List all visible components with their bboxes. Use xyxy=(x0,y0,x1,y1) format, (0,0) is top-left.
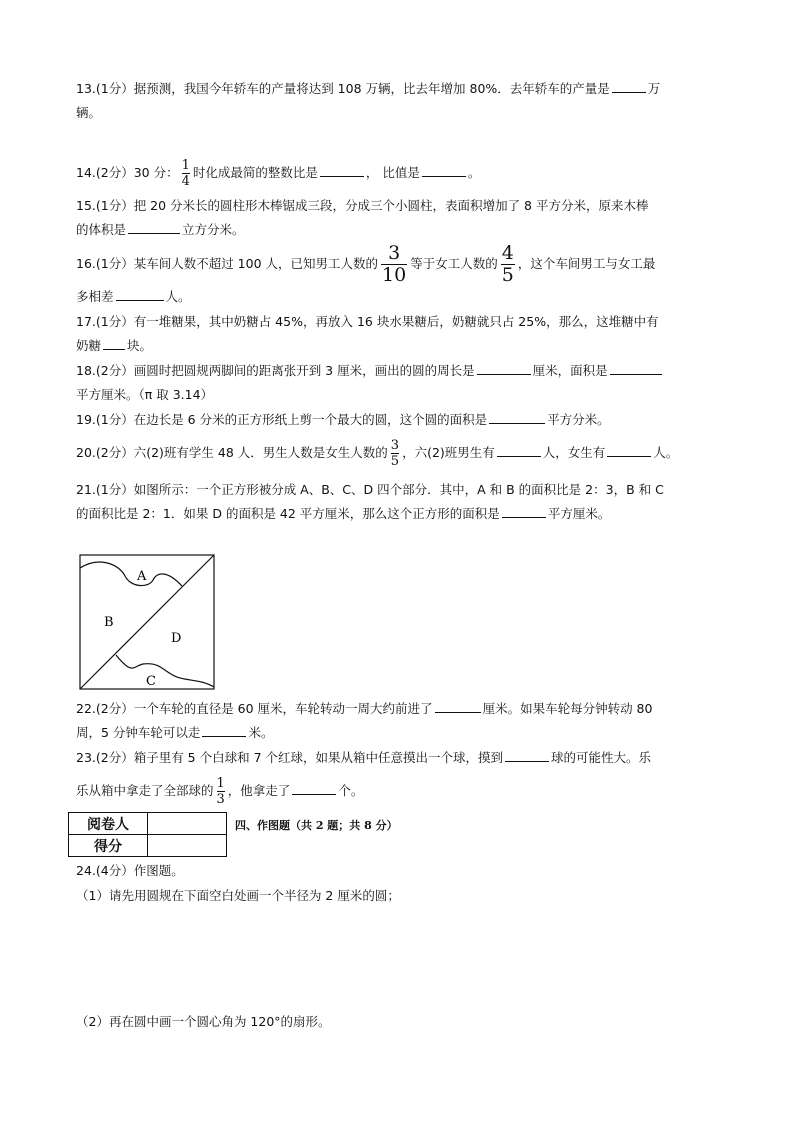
q14-text2: 时化成最简的整数比是 xyxy=(192,165,318,180)
q13-line1 xyxy=(76,80,660,98)
q23-blank-count[interactable] xyxy=(292,782,336,795)
q20-blank-girls[interactable] xyxy=(607,444,651,457)
q24-part1-text: （1）请先用圆规在下面空白处画一个半径为 2 厘米的圆； xyxy=(76,888,400,903)
q20-fraction xyxy=(391,439,399,468)
q21-line1 xyxy=(76,481,664,499)
q17-blank[interactable] xyxy=(103,337,125,350)
region-label-d: D xyxy=(171,631,182,646)
q19-text: 19.(1分）在边长是 6 分米的正方形纸上剪一个最大的圆，这个圆的面积是 xyxy=(76,412,488,427)
q21-line2 xyxy=(76,505,610,523)
q15-line2 xyxy=(76,221,245,239)
q16-line2 xyxy=(76,288,191,306)
q22-text4: 米。 xyxy=(248,725,274,740)
q20-frac-num: 3 xyxy=(390,438,400,453)
q23-text5: 个。 xyxy=(338,783,364,798)
q14-frac-num: 1 xyxy=(181,158,190,173)
q18-line1 xyxy=(76,362,664,380)
q18-text2: 厘米，面积是 xyxy=(532,363,608,378)
q13-unit: 万 xyxy=(647,81,661,96)
q18-line2 xyxy=(76,386,213,404)
q16-text: 16.(1分）某车间人数不超过 100 人，已知男工人数的 xyxy=(76,256,379,271)
region-label-c: C xyxy=(146,674,156,689)
q22-line2 xyxy=(76,724,273,742)
score-table-row-score xyxy=(69,835,227,857)
q14-text: 14.(2分）30 分： xyxy=(76,165,179,180)
q22-text: 22.(2分）一个车轮的直径是 60 厘米，车轮转动一周大约前进了 xyxy=(76,701,433,716)
q16-fraction-2 xyxy=(501,244,515,285)
q20-text: 20.(2分）六(2)班有学生 48 人．男生人数是女生人数的 xyxy=(76,445,388,460)
q23-text4: ，他拿走了 xyxy=(227,783,291,798)
q23-text2: 球的可能性大。乐 xyxy=(551,750,652,765)
q18-text: 18.(2分）画圆时把圆规两脚间的距离张开到 3 厘米，画出的圆的周长是 xyxy=(76,363,475,378)
q17-text3: 块。 xyxy=(127,338,153,353)
curve-boundary-a xyxy=(80,562,182,586)
q18-text3: 平方厘米。（π 取 3.14） xyxy=(76,387,214,402)
q23-fraction xyxy=(217,777,225,806)
q16-blank[interactable] xyxy=(116,288,164,301)
q22-text3: 周，5 分钟车轮可以走 xyxy=(76,725,201,740)
q23-frac-den: 3 xyxy=(216,792,225,807)
q16-frac1-num: 3 xyxy=(388,242,401,264)
q18-blank-circumference[interactable] xyxy=(477,362,531,375)
q16-line1 xyxy=(76,244,655,285)
q13-blank[interactable] xyxy=(612,80,646,93)
q19-text2: 平方分米。 xyxy=(547,412,610,427)
q16-text4: 多相差 xyxy=(76,289,114,304)
q13-line2 xyxy=(76,104,101,122)
score-label: 得分 xyxy=(69,835,148,857)
q16-text5: 人。 xyxy=(165,289,191,304)
q24-text: 24.(4分）作图题。 xyxy=(76,863,184,878)
q14-fraction xyxy=(182,159,190,188)
q22-line1 xyxy=(76,700,652,718)
q14-line xyxy=(76,158,480,188)
section-heading: 四、作图题（共 2 题；共 8 分） xyxy=(235,819,398,832)
score-table-row-reviewer xyxy=(69,813,227,835)
q20-text4: 人。 xyxy=(653,445,679,460)
q24-line xyxy=(76,862,184,880)
q20-frac-den: 5 xyxy=(390,454,400,469)
q20-line xyxy=(76,436,678,470)
score-table xyxy=(68,812,227,857)
q14-text4: 。 xyxy=(467,165,481,180)
q17-line2 xyxy=(76,337,152,355)
q20-text2: ，六(2)班男生有 xyxy=(402,445,495,460)
q16-frac1-den: 10 xyxy=(382,264,407,286)
q21-text2: 的面积比是 2：1．如果 D 的面积是 42 平方厘米，那么这个正方形的面积是 xyxy=(76,506,500,521)
q17-line1 xyxy=(76,313,659,331)
q15-text: 15.(1分）把 20 分米长的圆柱形木棒锯成三段，分成三个小圆柱，表面积增加了 8 平方分米，原来木棒 xyxy=(76,198,649,213)
q19-blank[interactable] xyxy=(489,411,545,424)
curve-boundary-c xyxy=(116,655,214,687)
q13-text: 13.(1分）据预测，我国今年轿车的产量将达到 108 万辆，比去年增加 80%．去年轿车的产量是 xyxy=(76,81,610,96)
square-diagonal xyxy=(80,555,214,689)
q15-blank[interactable] xyxy=(128,221,180,234)
q23-blank-color[interactable] xyxy=(505,749,549,762)
q14-frac-den: 4 xyxy=(181,174,190,189)
region-label-a: A xyxy=(137,569,147,584)
reviewer-cell[interactable] xyxy=(148,813,227,835)
q21-text3: 平方厘米。 xyxy=(547,506,611,521)
q16-text2: 等于女工人数的 xyxy=(410,256,498,271)
q16-text3: ，这个车间男工与女工最 xyxy=(517,256,656,271)
reviewer-label: 阅卷人 xyxy=(69,813,148,835)
q24-part1 xyxy=(76,887,400,905)
q24-part2 xyxy=(76,1013,331,1031)
q22-blank-meters[interactable] xyxy=(202,724,246,737)
score-cell[interactable] xyxy=(148,835,227,857)
q21-text: 21.(1分）如图所示：一个正方形被分成 A、B、C、D 四个部分．其中，A 和 B 的面积比是 2：3，B 和 C xyxy=(76,482,664,497)
q20-blank-boys[interactable] xyxy=(497,444,541,457)
q22-blank-distance[interactable] xyxy=(435,700,481,713)
q24-part2-text: （2）再在圆中画一个圆心角为 120°的扇形。 xyxy=(76,1014,331,1029)
q17-text2: 奶糖 xyxy=(76,338,102,353)
q15-text2: 的体积是 xyxy=(76,222,127,237)
q17-text: 17.(1分）有一堆糖果，其中奶糖占 45%，再放入 16 块水果糖后，奶糖就只占 25%，那么，这堆糖中有 xyxy=(76,314,659,329)
q15-text3: 立方分米。 xyxy=(182,222,245,237)
q14-blank-value[interactable] xyxy=(422,164,466,177)
region-label-b: B xyxy=(104,615,114,630)
q18-blank-area[interactable] xyxy=(610,362,662,375)
q14-blank-ratio[interactable] xyxy=(320,164,364,177)
q19-line xyxy=(76,411,610,429)
q16-frac2-den: 5 xyxy=(501,264,514,286)
q23-text: 23.(2分）箱子里有 5 个白球和 7 个红球，如果从箱中任意摸出一个球，摸到 xyxy=(76,750,504,765)
q15-line1 xyxy=(76,197,648,215)
q23-line1 xyxy=(76,749,651,767)
q14-text3: ， 比值是 xyxy=(365,165,420,180)
q22-text2: 厘米。如果车轮每分钟转动 80 xyxy=(482,701,653,716)
q23-frac-num: 1 xyxy=(216,776,225,791)
square-division-figure xyxy=(79,554,217,692)
q13-text-end: 辆。 xyxy=(76,105,102,120)
q23-text3: 乐从箱中拿走了全部球的 xyxy=(76,783,214,798)
q23-line2 xyxy=(76,774,363,808)
q16-fraction-1 xyxy=(381,244,407,285)
q21-blank[interactable] xyxy=(502,505,546,518)
q16-frac2-num: 4 xyxy=(501,242,514,264)
q20-text3: 人，女生有 xyxy=(542,445,606,460)
